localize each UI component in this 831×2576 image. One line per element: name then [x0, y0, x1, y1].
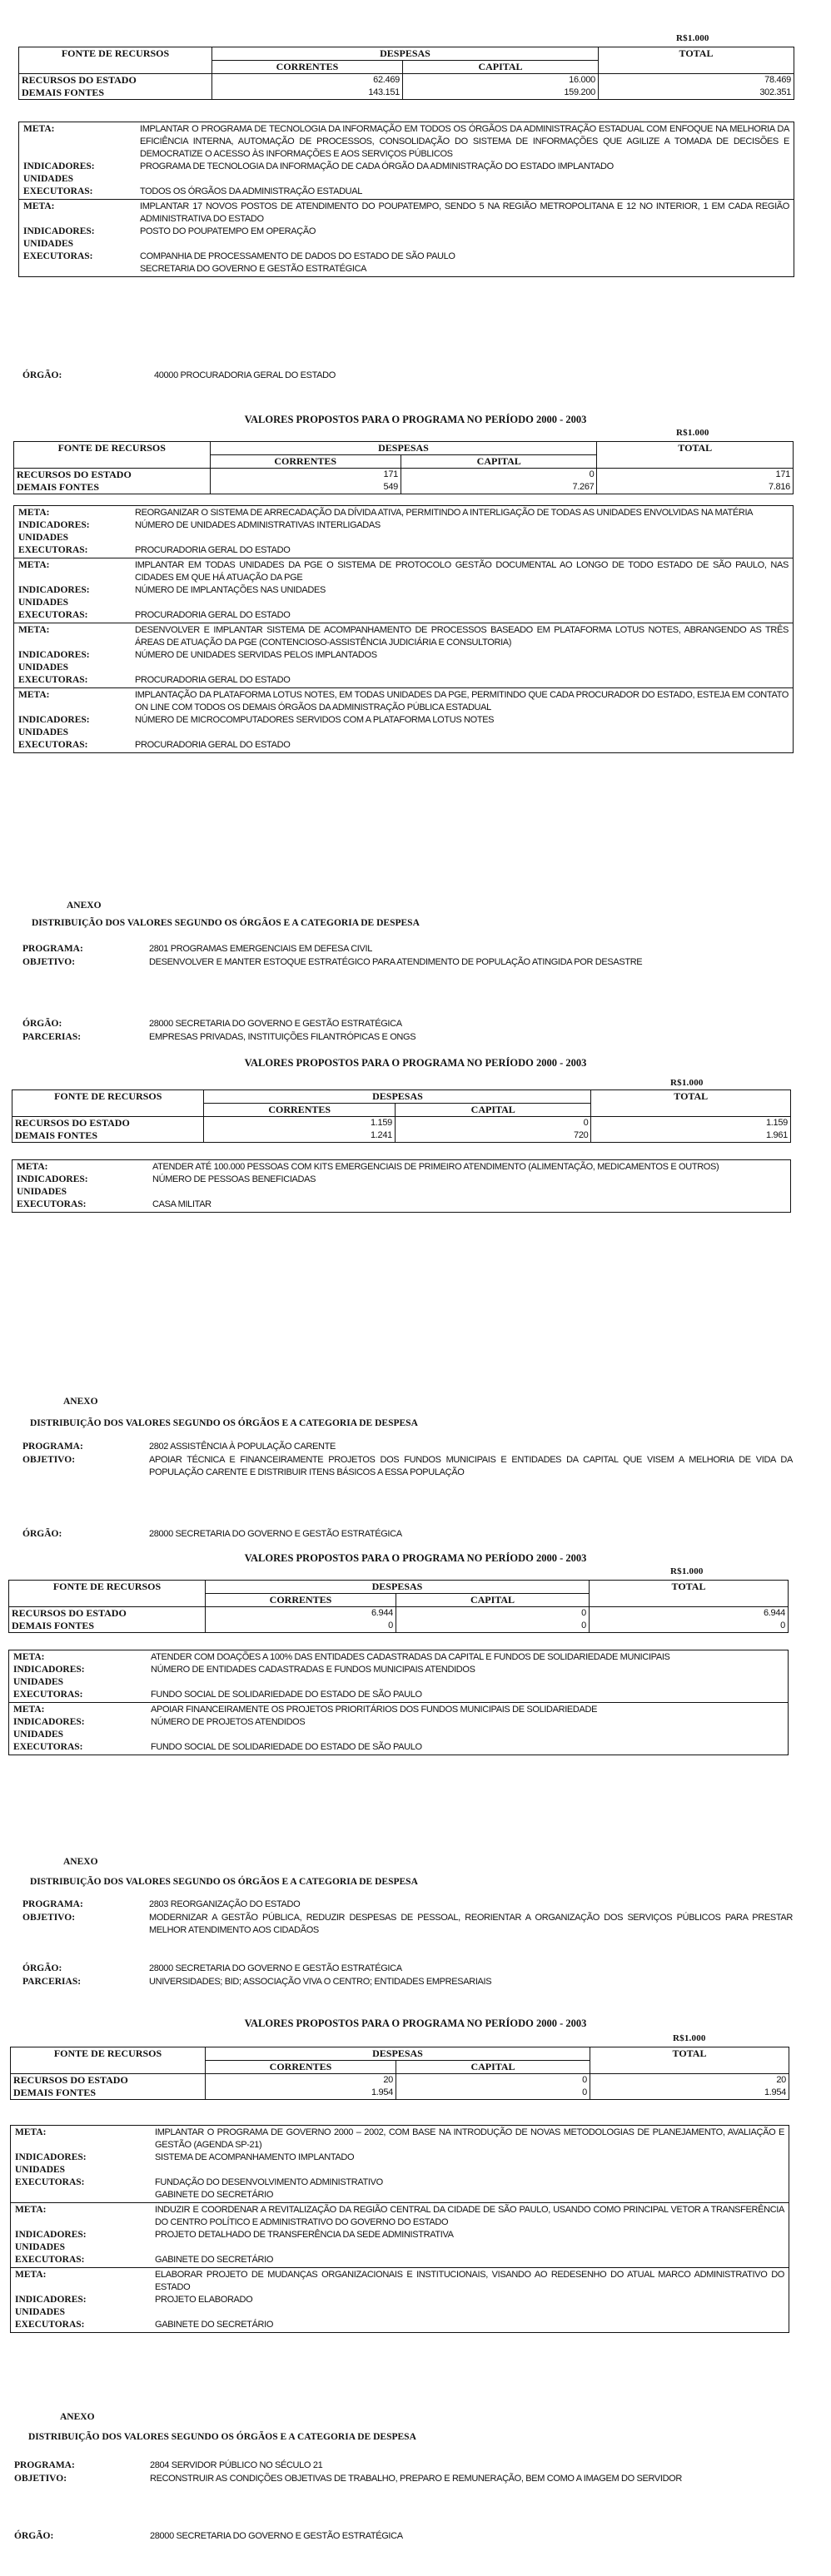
value-capital: 16.000	[403, 74, 599, 87]
executoras-label: EXECUTORAS:	[15, 2320, 85, 2330]
header-fonte: FONTE DE RECURSOS	[19, 47, 212, 74]
executoras-text: GABINETE DO SECRETÁRIO	[155, 2320, 274, 2330]
executoras-text: PROCURADORIA GERAL DO ESTADO	[135, 545, 291, 555]
header-despesas: DESPESAS	[212, 47, 599, 61]
unidades-label: UNIDADES	[23, 239, 74, 249]
objetivo-row	[22, 956, 793, 969]
value-correntes: 6.944	[206, 1607, 396, 1621]
meta-text: IMPLANTAR EM TODAS UNIDADES DA PGE O SISTEMA DE PROTOCOLO GESTÃO DOCUMENTAL AO LONGO DE TODO ESTADO DE SÃO PAULO, NAS CIDADES EM QUE HÁ ATUAÇÃO DA PGE	[135, 560, 789, 583]
metas-box	[10, 2125, 789, 2333]
executoras-text: PROCURADORIA GERAL DO ESTADO	[135, 610, 291, 620]
meta-text: IMPLANTAR O PROGRAMA DE TECNOLOGIA DA INFORMAÇÃO EM TODOS OS ÓRGÃOS DA ADMINISTRAÇÃO ESTADUAL COM ENFOQUE NA MELHORIA DA EFICIÊNCIA INTERNA, AUTOMAÇÃO DE PROCESSOS, CONSOLIDAÇÃO DO SISTEMA DE INFORMAÇÕES QUE AGILIZE A TOMADA DE DECISÕES E DEMOCRATIZE O ACESSO ÀS INFORMAÇÕES E AOS SERVIÇOS PÚBLICOS	[140, 124, 789, 159]
unit-label: R$1.000	[673, 2033, 706, 2043]
value-total: 1.159	[591, 1117, 791, 1130]
indicadores-text: PROJETO DETALHADO DE TRANSFERÊNCIA DA SEDE ADMINISTRATIVA	[155, 2230, 454, 2240]
anexo-label: ANEXO	[60, 2412, 95, 2422]
meta-label: META:	[18, 690, 50, 700]
indicadores-label: INDICADORES:	[18, 585, 90, 595]
header-correntes: CORRENTES	[204, 1104, 395, 1117]
indicadores-label: INDICADORES:	[23, 161, 95, 171]
indicadores-label: INDICADORES:	[15, 2152, 87, 2162]
row-label: RECURSOS DO ESTADO	[9, 1607, 206, 1621]
meta-label: META:	[13, 1652, 45, 1662]
unidades-label: UNIDADES	[13, 1677, 64, 1687]
programa-row	[14, 2459, 793, 2472]
header-total: TOTAL	[599, 47, 794, 74]
header-capital: CAPITAL	[396, 1594, 590, 1607]
parcerias-value: EMPRESAS PRIVADAS, INSTITUIÇÕES FILANTRÓPICAS E ONGS	[149, 1032, 416, 1042]
value-total: 6.944	[590, 1607, 789, 1621]
objetivo-row	[22, 1454, 793, 1479]
distribuicao-title: DISTRIBUIÇÃO DOS VALORES SEGUNDO OS ÓRGÃOS E A CATEGORIA DE DESPESA	[32, 918, 420, 928]
orgao-label: ÓRGÃO:	[22, 1529, 62, 1539]
executoras-label: EXECUTORAS:	[18, 610, 88, 620]
objetivo-label: OBJETIVO:	[22, 1455, 76, 1465]
value-correntes: 1.954	[206, 2087, 396, 2100]
header-total: TOTAL	[590, 1581, 789, 1607]
value-capital: 0	[401, 469, 597, 482]
programa-value: 2804 SERVIDOR PÚBLICO NO SÉCULO 21	[150, 2460, 323, 2470]
meta-text: ELABORAR PROJETO DE MUDANÇAS ORGANIZACIONAIS E INSTITUCIONAIS, VISANDO AO REDESENHO DO ATUAL MARCO ADMINISTRATIVO DO ESTADO	[155, 2270, 784, 2292]
value-correntes: 171	[210, 469, 401, 482]
programa-label: PROGRAMA:	[14, 2460, 75, 2470]
unidades-label: UNIDADES	[23, 174, 74, 184]
meta-text: ATENDER COM DOAÇÕES A 100% DAS ENTIDADES CADASTRADAS DA CAPITAL E FUNDOS DE SOLIDARIEDADE MUNICIPAIS	[151, 1652, 670, 1662]
parcerias-row	[22, 1976, 793, 1988]
programa-label: PROGRAMA:	[22, 1899, 83, 1909]
table-row	[9, 1607, 789, 1621]
row-label: DEMAIS FONTES	[9, 1620, 206, 1633]
meta-group	[9, 1650, 788, 1702]
indicadores-text: POSTO DO POUPATEMPO EM OPERAÇÃO	[140, 226, 316, 236]
meta-group	[19, 122, 794, 199]
meta-text: APOIAR FINANCEIRAMENTE OS PROJETOS PRIORITÁRIOS DOS FUNDOS MUNICIPAIS DE SOLIDARIEDADE	[151, 1705, 598, 1715]
value-total: 7.816	[597, 481, 794, 494]
unit-label: R$1.000	[670, 1078, 704, 1088]
executoras-label: EXECUTORAS:	[13, 1690, 83, 1700]
meta-text: ATENDER ATÉ 100.000 PESSOAS COM KITS EMERGENCIAIS DE PRIMEIRO ATENDIMENTO (ALIMENTAÇÃO, MEDICAMENTOS E OUTROS)	[152, 1162, 719, 1172]
table-row	[11, 2074, 789, 2087]
orgao-row	[22, 1528, 793, 1541]
programa-value: 2803 REORGANIZAÇÃO DO ESTADO	[149, 1899, 301, 1909]
valores-title: VALORES PROPOSTOS PARA O PROGRAMA NO PERÍODO 2000 - 2003	[244, 1552, 587, 1564]
meta-group	[12, 1160, 790, 1212]
indicadores-label: INDICADORES:	[15, 2295, 87, 2305]
indicadores-label: INDICADORES:	[13, 1665, 85, 1675]
indicadores-text: NÚMERO DE MICROCOMPUTADORES SERVIDOS COM A PLATAFORMA LOTUS NOTES	[135, 715, 495, 725]
unidades-label: UNIDADES	[18, 533, 69, 543]
executoras-text: PROCURADORIA GERAL DO ESTADO	[135, 675, 291, 685]
value-correntes: 1.159	[204, 1117, 395, 1130]
executoras-label: EXECUTORAS:	[18, 740, 88, 750]
meta-label: META:	[23, 201, 55, 211]
indicadores-text: SISTEMA DE ACOMPANHAMENTO IMPLANTADO	[155, 2152, 355, 2162]
programa-row	[22, 1441, 793, 1453]
indicadores-label: INDICADORES:	[18, 520, 90, 530]
parcerias-row	[22, 1031, 793, 1044]
meta-group	[11, 2202, 789, 2267]
meta-label: META:	[18, 560, 50, 570]
value-capital: 0	[396, 2087, 590, 2100]
meta-group	[14, 687, 793, 752]
orgao-label: ÓRGÃO:	[22, 1019, 62, 1029]
value-correntes: 20	[206, 2074, 396, 2087]
meta-label: META:	[15, 2270, 47, 2280]
header-despesas: DESPESAS	[210, 442, 597, 455]
meta-text: INDUZIR E COORDENAR A REVITALIZAÇÃO DA REGIÃO CENTRAL DA CIDADE DE SÃO PAULO, USANDO COMO PRINCIPAL VETOR A TRANSFERÊNCIA DO CENTRO POLÍTICO E ADMINISTRATIVO DO GOVERNO DO ESTADO	[155, 2205, 784, 2227]
executoras-text: FUNDAÇÃO DO DESENVOLVIMENTO ADMINISTRATIVO	[155, 2177, 383, 2187]
programa-row	[22, 1898, 793, 1911]
orgao-row	[22, 1963, 793, 1975]
executoras-text: GABINETE DO SECRETÁRIO	[155, 2255, 274, 2265]
header-capital: CAPITAL	[403, 61, 599, 74]
meta-text: DESENVOLVER E IMPLANTAR SISTEMA DE ACOMPANHAMENTO DE PROCESSOS BASEADO EM PLATAFORMA LOTUS NOTES, ABRANGENDO AS TRÊS ÁREAS DE ATUAÇÃO DA PGE (CONTENCIOSO-ASSISTÊNCIA JUDICIÁRIA E CONSULTORIA)	[135, 625, 789, 648]
unidades-label: UNIDADES	[18, 727, 69, 737]
orgao-value: 28000 SECRETARIA DO GOVERNO E GESTÃO ESTRATÉGICA	[149, 1019, 402, 1029]
executoras-label: EXECUTORAS:	[23, 251, 93, 261]
objetivo-label: OBJETIVO:	[14, 2474, 67, 2484]
value-capital: 0	[396, 1607, 590, 1621]
row-label: DEMAIS FONTES	[14, 481, 211, 494]
meta-group	[11, 2267, 789, 2332]
header-correntes: CORRENTES	[206, 1594, 396, 1607]
meta-text: REORGANIZAR O SISTEMA DE ARRECADAÇÃO DA DÍVIDA ATIVA, PERMITINDO A INTERLIGAÇÃO DE TODAS AS UNIDADES ENVOLVIDAS NA MATÉRIA	[135, 508, 754, 518]
indicadores-text: NÚMERO DE UNIDADES SERVIDAS PELOS IMPLANTADOS	[135, 650, 377, 660]
executoras-text: COMPANHIA DE PROCESSAMENTO DE DADOS DO ESTADO DE SÃO PAULO	[140, 251, 455, 261]
header-total: TOTAL	[590, 2047, 789, 2074]
orgao-row	[14, 2530, 793, 2543]
metas-box	[13, 505, 794, 753]
indicadores-label: INDICADORES:	[17, 1174, 88, 1184]
financial-table	[13, 441, 794, 494]
orgao-row	[22, 1018, 793, 1030]
anexo-label: ANEXO	[63, 1857, 98, 1867]
parcerias-label: PARCERIAS:	[22, 1032, 82, 1042]
metas-box	[18, 122, 794, 277]
metas-box	[12, 1159, 791, 1213]
orgao-label: ÓRGÃO:	[14, 2531, 54, 2541]
value-total: 0	[590, 1620, 789, 1633]
row-label: RECURSOS DO ESTADO	[14, 469, 211, 482]
meta-text: IMPLANTAR O PROGRAMA DE GOVERNO 2000 – 2002, COM BASE NA INTRODUÇÃO DE NOVAS METODOLOGIAS DE PLANEJAMENTO, AVALIAÇÃO E GESTÃO (AGENDA SP-21)	[155, 2127, 784, 2150]
meta-group	[11, 2126, 789, 2202]
meta-group	[9, 1702, 788, 1755]
distribuicao-title: DISTRIBUIÇÃO DOS VALORES SEGUNDO OS ÓRGÃOS E A CATEGORIA DE DESPESA	[30, 1877, 418, 1887]
header-correntes: CORRENTES	[210, 455, 401, 469]
executoras-text: CASA MILITAR	[152, 1199, 211, 1209]
meta-group	[14, 506, 793, 558]
orgao-value: 40000 PROCURADORIA GERAL DO ESTADO	[154, 370, 336, 380]
meta-group	[19, 199, 794, 276]
objetivo-row	[22, 1912, 793, 1937]
executoras-label: EXECUTORAS:	[23, 186, 93, 196]
executoras-label: EXECUTORAS:	[17, 1199, 87, 1209]
header-total: TOTAL	[591, 1090, 791, 1117]
header-fonte: FONTE DE RECURSOS	[11, 2047, 206, 2074]
header-fonte: FONTE DE RECURSOS	[14, 442, 211, 469]
unidades-label: UNIDADES	[18, 598, 69, 608]
header-capital: CAPITAL	[395, 1104, 591, 1117]
header-despesas: DESPESAS	[206, 2047, 590, 2061]
row-label: RECURSOS DO ESTADO	[12, 1117, 204, 1130]
executoras-label: EXECUTORAS:	[18, 545, 88, 555]
anexo-label: ANEXO	[63, 1397, 98, 1407]
table-row	[12, 1117, 791, 1130]
orgao-value: 28000 SECRETARIA DO GOVERNO E GESTÃO ESTRATÉGICA	[150, 2531, 403, 2541]
meta-label: META:	[13, 1705, 45, 1715]
meta-group	[14, 558, 793, 623]
valores-title: VALORES PROPOSTOS PARA O PROGRAMA NO PERÍODO 2000 - 2003	[244, 2018, 587, 2029]
value-capital: 7.267	[401, 481, 597, 494]
header-despesas: DESPESAS	[204, 1090, 591, 1104]
indicadores-text: NÚMERO DE ENTIDADES CADASTRADAS E FUNDOS MUNICIPAIS ATENDIDOS	[151, 1665, 475, 1675]
programa-row	[22, 943, 793, 955]
table-row	[19, 87, 794, 100]
meta-label: META:	[18, 508, 50, 518]
unit-label: R$1.000	[676, 428, 709, 438]
parcerias-label: PARCERIAS:	[22, 1977, 82, 1987]
meta-label: META:	[17, 1162, 48, 1172]
meta-text: IMPLANTAR 17 NOVOS POSTOS DE ATENDIMENTO DO POUPATEMPO, SENDO 5 NA REGIÃO METROPOLITANA E 12 NO INTERIOR, 1 EM CADA REGIÃO ADMINISTRATIVA DO ESTADO	[140, 201, 789, 224]
meta-label: META:	[15, 2205, 47, 2215]
table-row	[11, 2087, 789, 2100]
unidades-label: UNIDADES	[18, 663, 69, 673]
value-total: 20	[590, 2074, 789, 2087]
row-label: RECURSOS DO ESTADO	[11, 2074, 206, 2087]
metas-box	[8, 1650, 789, 1755]
indicadores-label: INDICADORES:	[13, 1717, 85, 1727]
value-total: 78.469	[599, 74, 794, 87]
header-fonte: FONTE DE RECURSOS	[9, 1581, 206, 1607]
row-label: DEMAIS FONTES	[19, 87, 212, 100]
programa-label: PROGRAMA:	[22, 944, 83, 954]
meta-group	[14, 623, 793, 687]
table-row	[19, 74, 794, 87]
value-capital: 720	[395, 1129, 591, 1143]
value-correntes: 1.241	[204, 1129, 395, 1143]
meta-text: IMPLANTAÇÃO DA PLATAFORMA LOTUS NOTES, EM TODAS UNIDADES DA PGE, PERMITINDO QUE CADA PROCURADOR DO ESTADO, ESTEJA EM CONTATO ON LINE COM TODOS OS DEMAIS ÓRGÃOS DA ADMINISTRAÇÃO PÚBLICA ESTADUAL	[135, 690, 789, 712]
objetivo-value: DESENVOLVER E MANTER ESTOQUE ESTRATÉGICO PARA ATENDIMENTO DE POPULAÇÃO ATINGIDA POR DESASTRE	[149, 957, 643, 967]
row-label: DEMAIS FONTES	[12, 1129, 204, 1143]
indicadores-text: NÚMERO DE UNIDADES ADMINISTRATIVAS INTERLIGADAS	[135, 520, 381, 530]
orgao-value: 28000 SECRETARIA DO GOVERNO E GESTÃO ESTRATÉGICA	[149, 1529, 402, 1539]
objetivo-value: RECONSTRUIR AS CONDIÇÕES OBJETIVAS DE TRABALHO, PREPARO E REMUNERAÇÃO, BEM COMO A IMAGEM DO SERVIDOR	[150, 2474, 682, 2484]
table-row	[14, 469, 794, 482]
financial-table	[12, 1089, 791, 1143]
executoras-label: EXECUTORAS:	[15, 2255, 85, 2265]
programa-value: 2802 ASSISTÊNCIA À POPULAÇÃO CARENTE	[149, 1442, 336, 1452]
executoras-text: SECRETARIA DO GOVERNO E GESTÃO ESTRATÉGICA	[140, 264, 367, 274]
objetivo-row	[14, 2473, 793, 2485]
anexo-label: ANEXO	[67, 901, 102, 911]
executoras-text: FUNDO SOCIAL DE SOLIDARIEDADE DO ESTADO DE SÃO PAULO	[151, 1690, 422, 1700]
unidades-label: UNIDADES	[17, 1187, 67, 1197]
indicadores-text: NÚMERO DE PROJETOS ATENDIDOS	[151, 1717, 306, 1727]
financial-table	[10, 2047, 789, 2100]
meta-label: META:	[15, 2127, 47, 2137]
value-capital: 0	[396, 1620, 590, 1633]
value-correntes: 143.151	[212, 87, 403, 100]
indicadores-text: PROGRAMA DE TECNOLOGIA DA INFORMAÇÃO DE CADA ÓRGÃO DA ADMINISTRAÇÃO DO ESTADO IMPLANTADO	[140, 161, 614, 171]
programa-label: PROGRAMA:	[22, 1442, 83, 1452]
meta-label: META:	[18, 625, 50, 635]
objetivo-value: APOIAR TÉCNICA E FINANCEIRAMENTE PROJETOS DOS FUNDOS MUNICIPAIS E ENTIDADES DA CAPITAL QUE VISEM A MELHORIA DE VIDA DA POPULAÇÃO CARENTE E DISTRIBUIR ITENS BÁSICOS A ESSA POPULAÇÃO	[149, 1455, 793, 1477]
indicadores-label: INDICADORES:	[18, 650, 90, 660]
value-total: 302.351	[599, 87, 794, 100]
indicadores-text: NÚMERO DE PESSOAS BENEFICIADAS	[152, 1174, 316, 1184]
executoras-text: PROCURADORIA GERAL DO ESTADO	[135, 740, 291, 750]
value-total: 1.954	[590, 2087, 789, 2100]
value-capital: 0	[395, 1117, 591, 1130]
executoras-text: TODOS OS ÓRGÃOS DA ADMINISTRAÇÃO ESTADUAL	[140, 186, 363, 196]
unidades-label: UNIDADES	[15, 2307, 66, 2317]
meta-label: META:	[23, 124, 55, 134]
distribuicao-title: DISTRIBUIÇÃO DOS VALORES SEGUNDO OS ÓRGÃOS E A CATEGORIA DE DESPESA	[30, 1418, 418, 1428]
parcerias-value: UNIVERSIDADES; BID; ASSOCIAÇÃO VIVA O CENTRO; ENTIDADES EMPRESARIAIS	[149, 1977, 492, 1987]
indicadores-label: INDICADORES:	[15, 2230, 87, 2240]
value-total: 171	[597, 469, 794, 482]
orgao-row	[22, 370, 789, 382]
indicadores-label: INDICADORES:	[18, 715, 90, 725]
financial-table	[18, 47, 794, 100]
header-fonte: FONTE DE RECURSOS	[12, 1090, 204, 1117]
unit-label: R$1.000	[676, 33, 709, 43]
indicadores-label: INDICADORES:	[23, 226, 95, 236]
executoras-label: EXECUTORAS:	[13, 1742, 83, 1752]
indicadores-text: NÚMERO DE IMPLANTAÇÕES NAS UNIDADES	[135, 585, 326, 595]
value-correntes: 0	[206, 1620, 396, 1633]
unidades-label: UNIDADES	[15, 2165, 66, 2175]
programa-value: 2801 PROGRAMAS EMERGENCIAIS EM DEFESA CIVIL	[149, 944, 372, 954]
header-despesas: DESPESAS	[206, 1581, 590, 1594]
orgao-value: 28000 SECRETARIA DO GOVERNO E GESTÃO ESTRATÉGICA	[149, 1963, 402, 1973]
table-row	[9, 1620, 789, 1633]
table-row	[12, 1129, 791, 1143]
executoras-label: EXECUTORAS:	[15, 2177, 85, 2187]
indicadores-text: PROJETO ELABORADO	[155, 2295, 253, 2305]
value-correntes: 549	[210, 481, 401, 494]
header-total: TOTAL	[597, 442, 794, 469]
distribuicao-title: DISTRIBUIÇÃO DOS VALORES SEGUNDO OS ÓRGÃOS E A CATEGORIA DE DESPESA	[28, 2432, 416, 2442]
row-label: DEMAIS FONTES	[11, 2087, 206, 2100]
header-correntes: CORRENTES	[212, 61, 403, 74]
row-label: RECURSOS DO ESTADO	[19, 74, 212, 87]
unidades-label: UNIDADES	[13, 1730, 64, 1740]
financial-table	[8, 1580, 789, 1633]
objetivo-label: OBJETIVO:	[22, 957, 76, 967]
header-correntes: CORRENTES	[206, 2061, 396, 2074]
valores-title: VALORES PROPOSTOS PARA O PROGRAMA NO PERÍODO 2000 - 2003	[244, 414, 587, 425]
orgao-label: ÓRGÃO:	[22, 1963, 62, 1973]
executoras-text: GABINETE DO SECRETÁRIO	[155, 2190, 274, 2200]
orgao-label: ÓRGÃO:	[22, 370, 62, 380]
value-correntes: 62.469	[212, 74, 403, 87]
table-row	[14, 481, 794, 494]
value-capital: 0	[396, 2074, 590, 2087]
value-total: 1.961	[591, 1129, 791, 1143]
valores-title: VALORES PROPOSTOS PARA O PROGRAMA NO PERÍODO 2000 - 2003	[244, 1057, 587, 1069]
value-capital: 159.200	[403, 87, 599, 100]
header-capital: CAPITAL	[396, 2061, 590, 2074]
executoras-text: FUNDO SOCIAL DE SOLIDARIEDADE DO ESTADO DE SÃO PAULO	[151, 1742, 422, 1752]
objetivo-value: MODERNIZAR A GESTÃO PÚBLICA, REDUZIR DESPESAS DE PESSOAL, REORIENTAR A ORGANIZAÇÃO DOS SERVIÇOS PÚBLICOS PARA PRESTAR MELHOR ATENDIMENTO AOS CIDADÃOS	[149, 1913, 793, 1935]
unit-label: R$1.000	[670, 1566, 704, 1576]
unidades-label: UNIDADES	[15, 2242, 66, 2252]
executoras-label: EXECUTORAS:	[18, 675, 88, 685]
objetivo-label: OBJETIVO:	[22, 1913, 76, 1923]
header-capital: CAPITAL	[401, 455, 597, 469]
